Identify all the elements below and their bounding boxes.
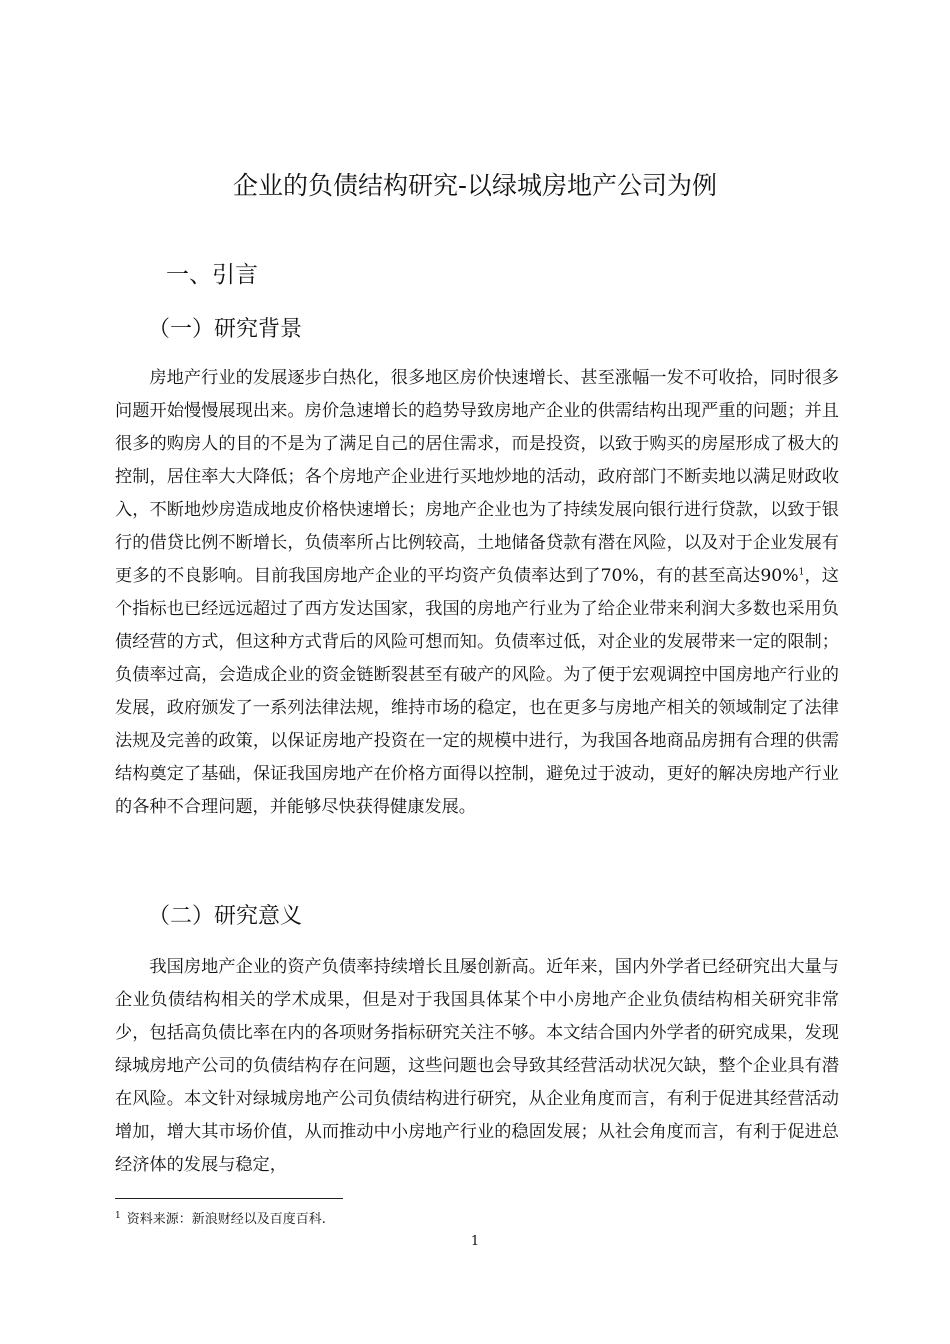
subsection-heading-research-background: （一）研究背景 — [148, 317, 303, 342]
footnote-text: 资料来源：新浪财经以及百度百科. — [126, 1212, 326, 1227]
document-title: 企业的负债结构研究-以绿城房地产公司为例 — [232, 171, 718, 200]
paragraph-text: ，这个指标也已经远远超过了西方发达国家，我国的房地产行业为了给企业带来利润大多数也采用负债经营的方式，但这种方式背后的风险可想而知。负债率过低，对企业的发展带来一定的限制；负债率过高，会造成企业的资金链断裂甚至有破产的风险。为了便于宏观调控中国房地产行业的发展，政府颁发了一系列法律法规，维持市场的稳定，也在更多与房地产相关的领域制定了法律法规及完善的政策，以保证房地产投资在一定的规模中进行，为我国各地商品房拥有合理的供需结构奠定了基础，保证我国房地产在价格方面得以控制，避免过于波动，更好的解决房地产行业的各种不合理问题，并能够尽快获得健康发展。 — [115, 566, 839, 817]
section-heading-introduction: 一、引言 — [166, 262, 258, 288]
page-number: 1 — [470, 1234, 480, 1249]
footnote-separator — [115, 1198, 343, 1199]
footnote-reference[interactable]: 1 — [798, 567, 805, 578]
paragraph-research-significance: 我国房地产企业的资产负债率持续增长且屡创新高。近年来，国内外学者已经研究出大量与企业负债结构相关的学术成果，但是对于我国具体某个中小房地产企业负债结构相关研究非常少，包括高负债比率在内的各项财务指标研究关注不够。本文结合国内外学者的研究成果，发现绿城房地产公司的负债结构存在问题，这些问题也会导致其经营活动状况欠缺，整个企业具有潜在风险。本文针对绿城房地产公司负债结构进行研究，从企业角度而言，有利于促进其经营活动增加，增大其市场价值，从而推动中小房地产行业的稳固发展；从社会角度而言，有利于促进总经济体的发展与稳定， — [115, 957, 839, 1175]
footnote-number: 1 — [115, 1210, 121, 1221]
paragraph-text: 房地产行业的发展逐步白热化，很多地区房价快速增长、甚至涨幅一发不可收拾，同时很多问题开始慢慢展现出来。房价急速增长的趋势导致房地产企业的供需结构出现严重的问题；并且很多的购房人的目的不是为了满足自己的居住需求，而是投资，以致于购买的房屋形成了极大的控制，居住率大大降低；各个房地产企业进行买地炒地的活动，政府部门不断卖地以满足财政收入，不断地炒房造成地皮价格快速增长；房地产企业也为了持续发展向银行进行贷款，以致于银行的借贷比例不断增长，负债率所占比例较高，土地储备贷款有潜在风险，以及对于企业发展有更多的不良影响。目前我国房地产企业的平均资产负债率达到了70%，有的甚至高达90% — [115, 368, 839, 586]
footnote — [115, 1210, 326, 1230]
subsection-heading-research-significance: （二）研究意义 — [148, 904, 303, 929]
paragraph-research-background — [115, 362, 839, 824]
